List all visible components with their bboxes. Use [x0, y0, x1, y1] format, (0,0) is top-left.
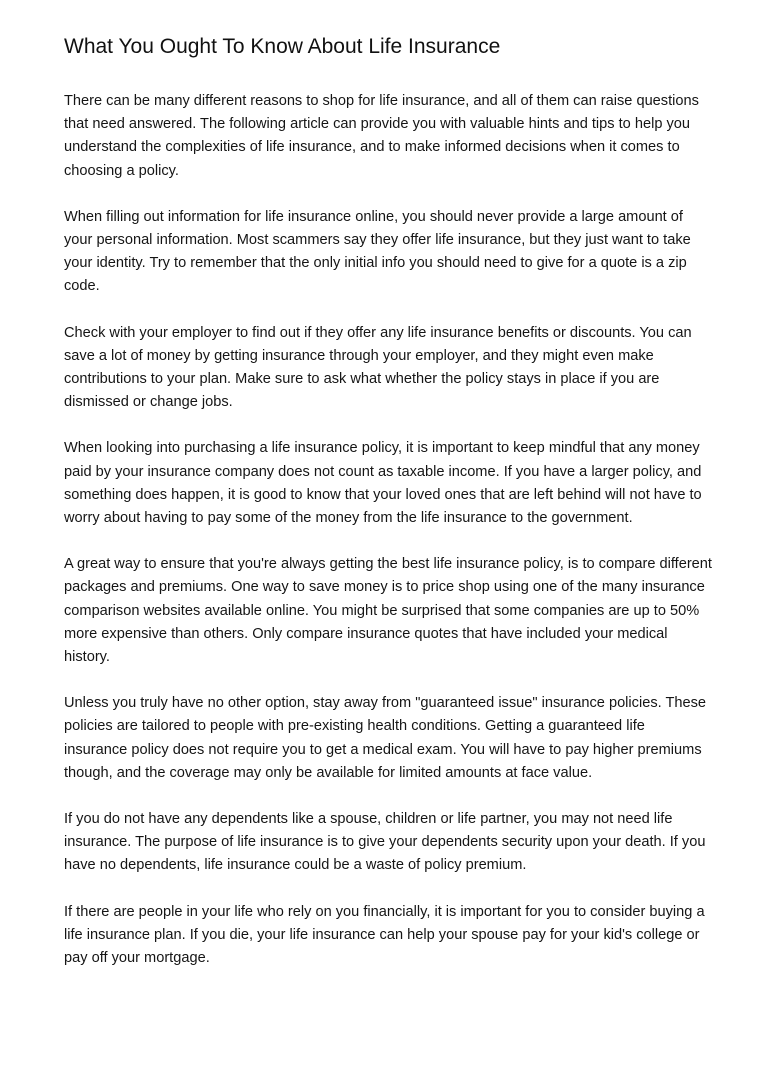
paragraph-employer: Check with your employer to find out if they offer any life insurance benefits or discounts. You can save a lot of money by getting insurance through your employer, and they might even make contributions to your plan. Make sure to ask what whether the policy stays in place if you are dismissed or change jobs. [64, 324, 692, 411]
paragraph-taxable-income: When looking into purchasing a life insurance policy, it is important to keep mindful that any money paid by your insurance company does not count as taxable income. If you have a larger policy, and something does happen, it is good to know that your loved ones that are left behind will not have to worry about having to pay some of the money from the life insurance to the government. [64, 440, 702, 527]
paragraph-compare-packages: A great way to ensure that you're always getting the best life insurance policy, is to compare different packages and premiums. One way to save money is to price shop using one of the many insurance comparison websites available online. You might be surprised that some companies are up to 50% more expensive than others. Only compare insurance quotes that have included your medical history. [64, 556, 712, 666]
paragraph-intro: There can be many different reasons to shop for life insurance, and all of them can raise questions that need answered. The following article can provide you with valuable hints and tips to help you understand the complexities of life insurance, and to make informed decisions when it comes to choosing a policy. [64, 93, 699, 179]
paragraph-financial-reliance: If there are people in your life who rely on you financially, it is important for you to consider buying a life insurance plan. If you die, your life insurance can help your spouse pay for your kid's college or pay off your mortgage. [64, 903, 705, 967]
page-title: What You Ought To Know About Life Insurance [64, 35, 501, 58]
paragraph-guaranteed-issue: Unless you truly have no other option, stay away from "guaranteed issue" insurance policies. These policies are tailored to people with pre-existing health conditions. Getting a guaranteed life insurance policy does not require you to get a medical exam. You will have to pay higher premiums though, and the coverage may only be available for limited amounts at face value. [64, 695, 707, 781]
paragraph-online-info: When filling out information for life insurance online, you should never provide a large amount of your personal information. Most scammers say they offer life insurance, but they just want to take your identity. Try to remember that the only initial info you should need to give for a quote is a zip code. [64, 208, 691, 295]
paragraph-dependents: If you do not have any dependents like a spouse, children or life partner, you may not need life insurance. The purpose of life insurance is to give your dependents security upon your death. If you have no dependents, life insurance could be a waste of policy premium. [64, 811, 706, 874]
